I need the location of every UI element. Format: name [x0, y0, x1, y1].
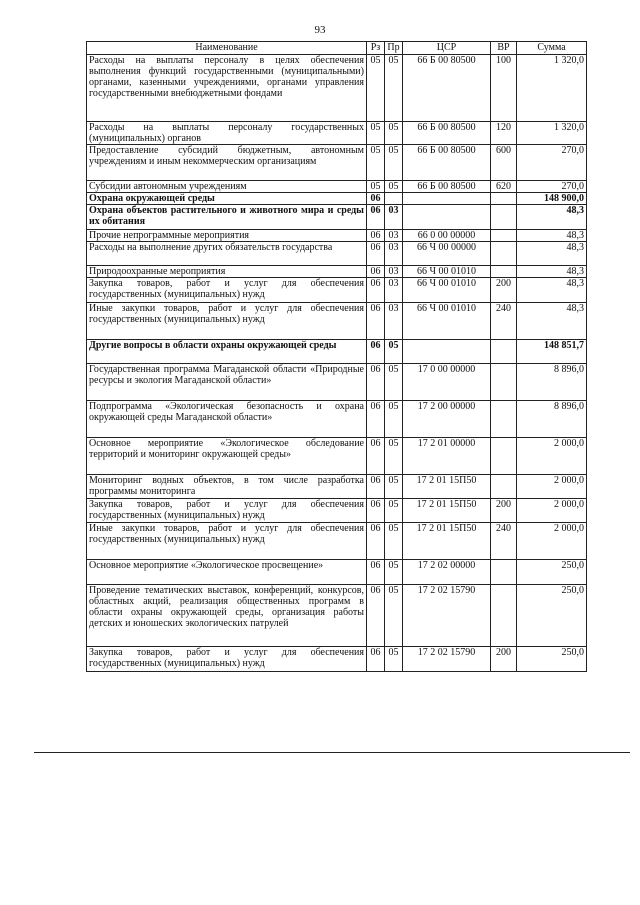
cell-pr: 03: [385, 278, 403, 303]
cell-rz: 05: [367, 122, 385, 145]
cell-csr: 17 2 01 15П50: [403, 499, 491, 523]
table-row: [87, 242, 587, 266]
cell-name: Расходы на выполнение других обязательств государства: [87, 242, 367, 266]
cell-vr: 200: [491, 499, 517, 523]
cell-rz: 06: [367, 438, 385, 475]
cell-csr: 17 0 00 00000: [403, 364, 491, 401]
table-row: [87, 438, 587, 475]
cell-rz: 06: [367, 647, 385, 672]
cell-name: Подпрограмма «Экологическая безопасность и охрана окружающей среды Магаданской области»: [87, 401, 367, 438]
budget-table: [86, 41, 587, 672]
cell-name: Основное мероприятие «Экологическое просвещение»: [87, 560, 367, 585]
cell-rz: 06: [367, 585, 385, 647]
cell-vr: [491, 242, 517, 266]
cell-name: Закупка товаров, работ и услуг для обеспечения государственных (муниципальных) нужд: [87, 499, 367, 523]
cell-vr: 620: [491, 181, 517, 193]
cell-pr: 03: [385, 242, 403, 266]
cell-sum: 270,0: [517, 181, 587, 193]
cell-rz: 06: [367, 340, 385, 364]
cell-csr: 17 2 01 15П50: [403, 523, 491, 560]
table-row: [87, 475, 587, 499]
cell-pr: 05: [385, 401, 403, 438]
cell-sum: 48,3: [517, 266, 587, 278]
cell-name: Основное мероприятие «Экологическое обследование территорий и мониторинг окружающей среды»: [87, 438, 367, 475]
cell-pr: 05: [385, 55, 403, 122]
cell-name: Закупка товаров, работ и услуг для обеспечения государственных (муниципальных) нужд: [87, 278, 367, 303]
cell-csr: 17 2 02 15790: [403, 585, 491, 647]
cell-name: Расходы на выплаты персоналу в целях обеспечения выполнения функций государственными (муниципальными) органами, казенными учреждениями, органами управления государственными внебюджетными фондами: [87, 55, 367, 122]
cell-csr: 66 Б 00 80500: [403, 122, 491, 145]
cell-vr: [491, 438, 517, 475]
cell-csr: 17 2 00 00000: [403, 401, 491, 438]
cell-name: Государственная программа Магаданской области «Природные ресурсы и экология Магаданской области»: [87, 364, 367, 401]
cell-vr: 240: [491, 303, 517, 340]
cell-name: Прочие непрограммные мероприятия: [87, 230, 367, 242]
cell-sum: 2 000,0: [517, 523, 587, 560]
cell-sum: 48,3: [517, 303, 587, 340]
cell-name: Иные закупки товаров, работ и услуг для обеспечения государственных (муниципальных) нужд: [87, 303, 367, 340]
cell-sum: 250,0: [517, 560, 587, 585]
table-row: [87, 193, 587, 205]
table-row: [87, 647, 587, 672]
cell-csr: 17 2 01 00000: [403, 438, 491, 475]
table-row: [87, 560, 587, 585]
cell-pr: 05: [385, 475, 403, 499]
cell-sum: 48,3: [517, 205, 587, 230]
cell-csr: 66 Ч 00 00000: [403, 242, 491, 266]
cell-rz: 05: [367, 55, 385, 122]
cell-vr: [491, 364, 517, 401]
cell-sum: 48,3: [517, 242, 587, 266]
cell-sum: 250,0: [517, 585, 587, 647]
table-row: [87, 364, 587, 401]
cell-rz: 06: [367, 242, 385, 266]
cell-rz: 06: [367, 303, 385, 340]
cell-name: Мониторинг водных объектов, в том числе разработка программы мониторинга: [87, 475, 367, 499]
cell-rz: 06: [367, 230, 385, 242]
cell-pr: 05: [385, 523, 403, 560]
cell-sum: 270,0: [517, 145, 587, 181]
header-csr: ЦСР: [403, 42, 491, 55]
cell-pr: 05: [385, 364, 403, 401]
page-number: 93: [314, 24, 326, 36]
cell-sum: 2 000,0: [517, 499, 587, 523]
cell-rz: 06: [367, 523, 385, 560]
cell-vr: [491, 205, 517, 230]
table-row: [87, 340, 587, 364]
cell-sum: 2 000,0: [517, 475, 587, 499]
cell-pr: 05: [385, 585, 403, 647]
table-row: [87, 499, 587, 523]
cell-vr: [491, 401, 517, 438]
cell-rz: 06: [367, 193, 385, 205]
table-row: [87, 145, 587, 181]
table-row: [87, 585, 587, 647]
cell-pr: 05: [385, 560, 403, 585]
cell-rz: 06: [367, 560, 385, 585]
header-vr: ВР: [491, 42, 517, 55]
cell-csr: 66 Ч 00 01010: [403, 266, 491, 278]
cell-name: Закупка товаров, работ и услуг для обеспечения государственных (муниципальных) нужд: [87, 647, 367, 672]
cell-vr: 120: [491, 122, 517, 145]
cell-pr: 03: [385, 230, 403, 242]
cell-rz: 06: [367, 401, 385, 438]
cell-sum: 1 320,0: [517, 55, 587, 122]
cell-name: Предоставление субсидий бюджетным, автономным учреждениям и иным некоммерческим организациям: [87, 145, 367, 181]
cell-rz: 06: [367, 266, 385, 278]
cell-csr: [403, 340, 491, 364]
cell-vr: 600: [491, 145, 517, 181]
table-row: [87, 230, 587, 242]
cell-rz: 06: [367, 499, 385, 523]
cell-vr: [491, 475, 517, 499]
cell-sum: 148 900,0: [517, 193, 587, 205]
cell-name: Природоохранные мероприятия: [87, 266, 367, 278]
cell-csr: 17 2 02 00000: [403, 560, 491, 585]
cell-pr: 03: [385, 266, 403, 278]
cell-vr: [491, 585, 517, 647]
table-row: [87, 122, 587, 145]
cell-csr: 66 Б 00 80500: [403, 181, 491, 193]
cell-vr: 200: [491, 278, 517, 303]
cell-rz: 06: [367, 205, 385, 230]
header-name: Наименование: [87, 42, 367, 55]
cell-rz: 06: [367, 278, 385, 303]
cell-vr: [491, 340, 517, 364]
cell-vr: [491, 193, 517, 205]
cell-sum: 2 000,0: [517, 438, 587, 475]
cell-vr: [491, 560, 517, 585]
cell-pr: 05: [385, 340, 403, 364]
cell-pr: 05: [385, 647, 403, 672]
cell-sum: 48,3: [517, 278, 587, 303]
cell-pr: 05: [385, 438, 403, 475]
cell-pr: 03: [385, 303, 403, 340]
cell-csr: 66 Ч 00 01010: [403, 303, 491, 340]
cell-pr: 05: [385, 122, 403, 145]
cell-rz: 05: [367, 181, 385, 193]
table-row: [87, 181, 587, 193]
cell-csr: 66 Б 00 80500: [403, 145, 491, 181]
cell-pr: 05: [385, 181, 403, 193]
table-row: [87, 205, 587, 230]
table-row: [87, 523, 587, 560]
cell-name: Проведение тематических выставок, конференций, конкурсов, областных акций, реализация общественных программ в области охраны окружающей среды, организация работы детских и юношеских экологических патрулей: [87, 585, 367, 647]
cell-sum: 148 851,7: [517, 340, 587, 364]
cell-pr: 05: [385, 145, 403, 181]
cell-csr: 17 2 01 15П50: [403, 475, 491, 499]
table-row: [87, 278, 587, 303]
table-row: [87, 55, 587, 122]
cell-pr: 03: [385, 205, 403, 230]
cell-pr: [385, 193, 403, 205]
cell-csr: [403, 205, 491, 230]
header-rz: Рз: [367, 42, 385, 55]
table-row: [87, 401, 587, 438]
cell-name: Иные закупки товаров, работ и услуг для обеспечения государственных (муниципальных) нужд: [87, 523, 367, 560]
table-row: [87, 303, 587, 340]
cell-csr: 66 0 00 00000: [403, 230, 491, 242]
header-sum: Сумма: [517, 42, 587, 55]
cell-sum: 250,0: [517, 647, 587, 672]
cell-csr: 66 Б 00 80500: [403, 55, 491, 122]
cell-sum: 1 320,0: [517, 122, 587, 145]
cell-sum: 48,3: [517, 230, 587, 242]
cell-vr: 100: [491, 55, 517, 122]
table-row: [87, 266, 587, 278]
cell-name: Охрана объектов растительного и животного мира и среды их обитания: [87, 205, 367, 230]
cell-rz: 05: [367, 145, 385, 181]
cell-vr: [491, 230, 517, 242]
cell-csr: [403, 193, 491, 205]
cell-pr: 05: [385, 499, 403, 523]
cell-name: Охрана окружающей среды: [87, 193, 367, 205]
cell-csr: 17 2 02 15790: [403, 647, 491, 672]
cell-rz: 06: [367, 475, 385, 499]
cell-name: Расходы на выплаты персоналу государственных (муниципальных) органов: [87, 122, 367, 145]
cell-vr: 240: [491, 523, 517, 560]
table-header-row: [87, 42, 587, 55]
header-pr: Пр: [385, 42, 403, 55]
cell-sum: 8 896,0: [517, 364, 587, 401]
cell-csr: 66 Ч 00 01010: [403, 278, 491, 303]
cell-sum: 8 896,0: [517, 401, 587, 438]
bottom-divider: [34, 752, 630, 753]
cell-name: Субсидии автономным учреждениям: [87, 181, 367, 193]
cell-vr: [491, 266, 517, 278]
cell-name: Другие вопросы в области охраны окружающей среды: [87, 340, 367, 364]
cell-rz: 06: [367, 364, 385, 401]
cell-vr: 200: [491, 647, 517, 672]
